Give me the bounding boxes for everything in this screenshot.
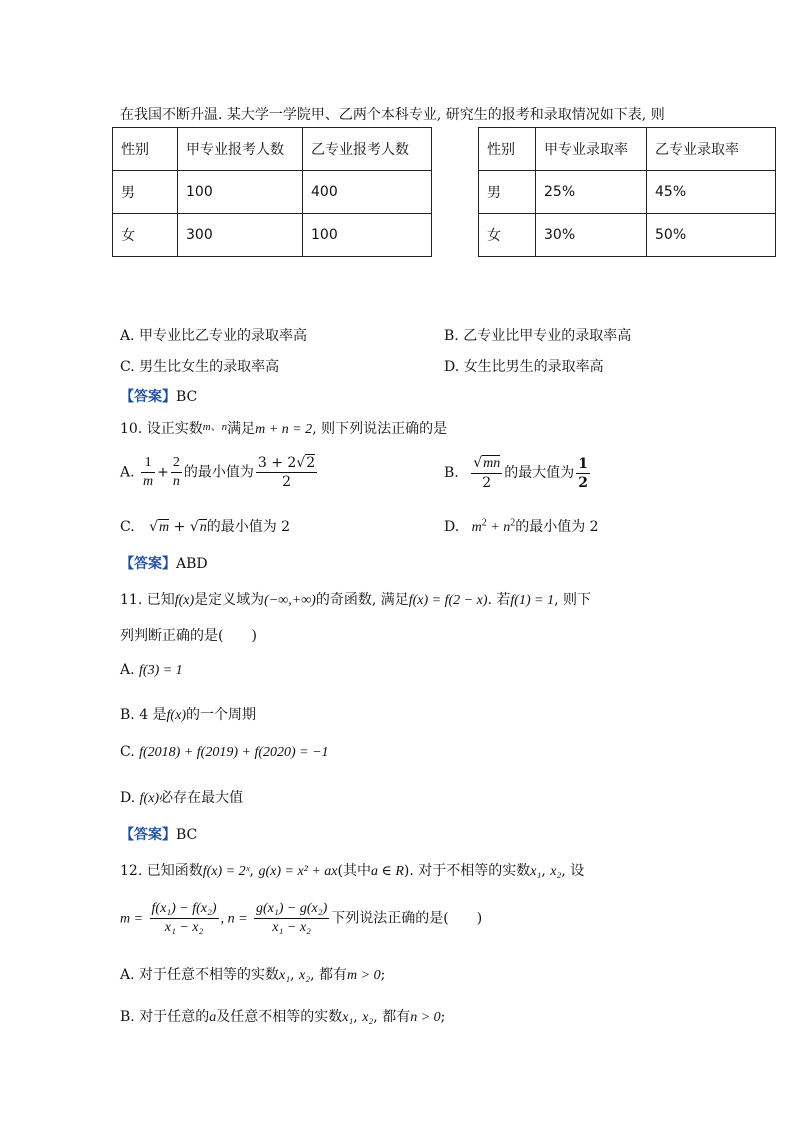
answer-tag: 【答案】 <box>120 827 176 843</box>
fraction-denominator: x₁ − x₂ <box>164 920 204 935</box>
q12-text: 12. 已知函数 <box>120 863 203 879</box>
table-cell: 男 <box>479 171 536 214</box>
q11-option-c <box>120 744 329 761</box>
q11-option-d <box>120 787 243 807</box>
q10-b-text: 的最大值为 <box>504 465 575 481</box>
table-header-cell: 乙专业报考人数 <box>303 128 432 171</box>
q12-option-a <box>120 964 385 984</box>
table-cell: 25% <box>536 171 647 214</box>
q10-option-d: D. $m^2 + n^2$的最小值为 2 <box>444 517 599 535</box>
q9-option-a: A. 甲专业比乙专业的录取率高 <box>120 328 308 344</box>
fraction-2-over-n: $\frac{2}{n}$ <box>172 455 180 489</box>
fraction-denominator: x₁ − x₂ <box>272 920 311 935</box>
q11-text: 的奇函数, 满足 <box>315 592 409 608</box>
option-label: C. <box>120 519 135 535</box>
table-cell: 300 <box>178 214 303 257</box>
q12-math: x₁ <box>530 864 542 879</box>
q11-answer <box>120 824 197 844</box>
q11-math: f(1) = 1 <box>510 593 555 608</box>
answer-value: ABD <box>176 556 208 572</box>
fraction-one-half: $\frac{1}{2}$ <box>578 455 588 491</box>
q11-math: (−∞,+∞) <box>264 593 316 608</box>
fraction-n <box>254 900 329 937</box>
table-cell: 100 <box>178 171 303 214</box>
q11-math: f(x) = f(2 − x) <box>408 593 488 608</box>
q12-text: ) <box>403 863 410 879</box>
q11-a-math: f(3) = 1 <box>139 663 183 678</box>
table-header-cell: 性别 <box>479 128 536 171</box>
fraction-1-over-m: $\frac{1}{m}$ <box>143 455 154 489</box>
q11-b-math: f(x) <box>166 708 186 723</box>
q11-b-post: 的一个周期 <box>185 707 256 723</box>
admission-rate-table <box>478 127 776 257</box>
option-label: C. <box>120 744 135 760</box>
answer-tag: 【答案】 <box>120 389 176 405</box>
table-cell: 女 <box>479 214 536 257</box>
q12-a-cond: m > 0 <box>347 968 381 983</box>
option-label: B. <box>444 465 459 481</box>
table-header-row <box>479 128 776 171</box>
table-cell: 女 <box>113 214 178 257</box>
table-row <box>479 171 776 214</box>
table-cell: 男 <box>113 171 178 214</box>
q10-stem-prefix: 10. 设正实数 <box>120 421 203 437</box>
q11-text: , 则下 <box>554 592 591 608</box>
q10-stem-eq: m + n = 2 <box>255 422 313 437</box>
q12-math: x₁ <box>279 968 291 983</box>
q12-math: x₂ <box>550 864 562 879</box>
q12-math: x₂ <box>299 968 311 983</box>
q12-math: x₂ <box>362 1010 374 1025</box>
q11-b-pre: B. 4 是 <box>120 707 167 723</box>
q11-d-math: f(x) <box>139 791 160 806</box>
option-label: A. <box>120 464 135 481</box>
q12-b-cond: n > 0 <box>410 1010 441 1025</box>
table-header-cell: 乙专业录取率 <box>647 128 776 171</box>
q10-option-b <box>444 454 592 492</box>
table-header-row <box>113 128 432 171</box>
table-header-cell: 甲专业录取率 <box>536 128 647 171</box>
q9-answer <box>120 386 197 406</box>
q11-text: 是定义域为 <box>194 592 265 608</box>
table-cell: 50% <box>647 214 776 257</box>
q12-option-b <box>120 1006 445 1026</box>
option-label: D. <box>444 519 460 535</box>
q12-math: a ∈ R <box>370 864 404 879</box>
q12-text: , <box>249 863 254 879</box>
q10-option-a: A. $\frac{1}{m}$ + $\frac{2}{n}$ 的最小值为 $\frac{3 + 2√2}{2}$ <box>120 455 316 490</box>
q12-a-pre: A. 对于任意不相等的实数 <box>120 967 280 983</box>
option-label: A. <box>120 662 135 678</box>
q12-a-post: , 都有 <box>310 967 348 983</box>
q12-text: ; <box>440 1009 446 1025</box>
q9-option-c: C. 男生比女生的录取率高 <box>120 359 280 375</box>
fraction-sqrt-mn-over-2: $\frac{√mn}{2}$ <box>473 455 501 491</box>
table-header-cell: 性别 <box>113 128 178 171</box>
q12-stem-line1 <box>120 860 584 880</box>
q10-answer <box>120 553 208 573</box>
q9-option-b: B. 乙专业比甲专业的录取率高 <box>444 328 632 344</box>
q12-m-eq: m = <box>120 911 144 927</box>
table-row <box>113 214 432 257</box>
table-cell: 30% <box>536 214 647 257</box>
answer-value: BC <box>176 389 198 405</box>
q10-stem-mid: 满足 <box>227 421 256 437</box>
q12-math: g(x) = x² + ax <box>258 864 338 879</box>
option-label: D. <box>120 790 136 806</box>
q11-stem-line2: 列判断正确的是( ) <box>120 628 257 644</box>
q12-n-eq: , n = <box>220 911 248 927</box>
table-cell: 45% <box>647 171 776 214</box>
q12-text: , <box>541 863 546 879</box>
applicants-table <box>112 127 432 257</box>
q12-stem-line2 <box>120 900 482 937</box>
q12-text: , <box>290 967 295 983</box>
table-cell: 400 <box>303 171 432 214</box>
q12-text: , <box>353 1009 358 1025</box>
q12-text: (其中 <box>337 863 371 879</box>
q9-intro: 在我国不断升温. 某大学一学院甲、乙两个本科专业, 研究生的报考和录取情况如下表, 则 <box>120 107 665 123</box>
q12-math: f(x) = 2ˣ <box>202 864 250 879</box>
fraction-m <box>150 900 219 937</box>
table-row <box>113 171 432 214</box>
q10-option-c: C. √m + √n的最小值为 2 <box>120 519 291 535</box>
q11-c-math: f(2018) + f(2019) + f(2020) = −1 <box>139 745 329 760</box>
fraction-min-value: $\frac{3 + 2√2}{2}$ <box>257 455 316 490</box>
q10-stem-suffix: , 则下列说法正确的是 <box>312 421 448 437</box>
q10-stem-vars: m、n <box>202 421 228 433</box>
q12-text: 下列说法正确的是( ) <box>331 910 483 927</box>
q12-b-post: , 都有 <box>373 1009 411 1025</box>
q12-math: x₁ <box>342 1010 354 1025</box>
table-cell: 100 <box>303 214 432 257</box>
q10-stem <box>120 418 447 438</box>
q12-text: ; <box>380 967 386 983</box>
q10-a-text: 的最小值为 <box>183 464 254 481</box>
answer-tag: 【答案】 <box>120 556 176 572</box>
answer-value: BC <box>176 827 198 843</box>
table-row <box>479 214 776 257</box>
q12-b-mid: 及任意不相等的实数 <box>216 1009 343 1025</box>
q11-option-b <box>120 704 256 724</box>
q12-text: . 对于不相等的实数 <box>409 863 531 879</box>
q10-c-text: 的最小值为 2 <box>206 519 291 535</box>
q11-math: f(x) <box>174 593 195 608</box>
q12-math: a <box>209 1010 217 1025</box>
q11-text: 11. 已知 <box>120 592 175 608</box>
q11-option-a <box>120 662 183 679</box>
fraction-numerator: f(x₁) − f(x₂) <box>150 900 219 919</box>
q9-option-d: D. 女生比男生的录取率高 <box>444 359 604 375</box>
q12-text: , 设 <box>561 863 585 879</box>
q11-d-post: 必存在最大值 <box>159 790 244 806</box>
q11-text: . 若 <box>487 592 511 608</box>
fraction-numerator: g(x₁) − g(x₂) <box>254 900 329 919</box>
q11-stem-line1 <box>120 589 591 609</box>
table-header-cell: 甲专业报考人数 <box>178 128 303 171</box>
q10-d-text: 的最小值为 2 <box>515 519 599 535</box>
q12-b-pre: B. 对于任意的 <box>120 1009 210 1025</box>
